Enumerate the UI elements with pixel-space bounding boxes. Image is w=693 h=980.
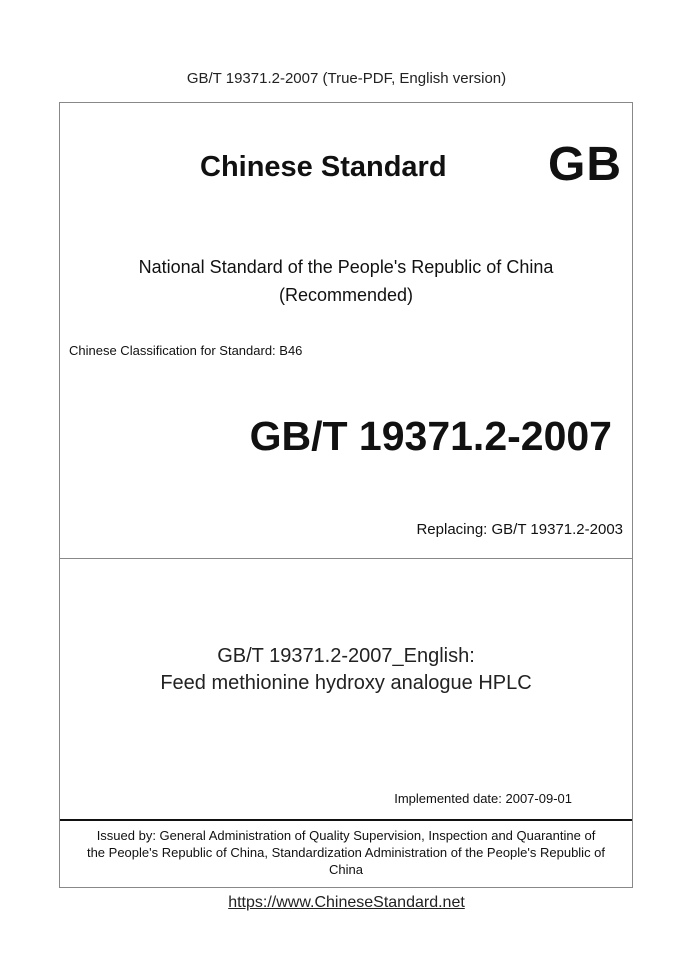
issuer-section (60, 821, 632, 887)
classification-label: Chinese Classification for Standard: B46 (69, 343, 303, 358)
title-line-2: Feed methionine hydroxy analogue HPLC (160, 672, 532, 694)
document-header: GB/T 19371.2-2007 (True-PDF, English version) (186, 70, 507, 87)
chinese-standard-title: Chinese Standard (200, 151, 447, 183)
replacing-label: Replacing: GB/T 19371.2-2003 (416, 521, 623, 538)
implemented-date: Implemented date: 2007-09-01 (394, 791, 572, 806)
website-link[interactable]: https://www.ChineseStandard.net (228, 894, 465, 911)
cover-frame (59, 102, 633, 888)
national-line-1: National Standard of the People's Republic of China (138, 257, 554, 277)
issuer-line-1: Issued by: General Administration of Quality Supervision, Inspection and Quarantine of (96, 828, 596, 843)
document-title (60, 643, 632, 697)
title-line-1: GB/T 19371.2-2007_English: (217, 645, 475, 667)
gb-mark: GB (548, 138, 622, 191)
issuer-text (60, 827, 632, 878)
national-line-2: (Recommended) (278, 285, 414, 305)
issuer-line-3: China (329, 862, 363, 877)
issuer-line-2: the People's Republic of China, Standardization Administration of the People's Republic of (86, 845, 606, 860)
cover-top-section (60, 103, 632, 559)
standard-number: GB/T 19371.2-2007 (249, 413, 612, 459)
title-section (60, 559, 632, 821)
national-standard-heading (60, 253, 632, 309)
